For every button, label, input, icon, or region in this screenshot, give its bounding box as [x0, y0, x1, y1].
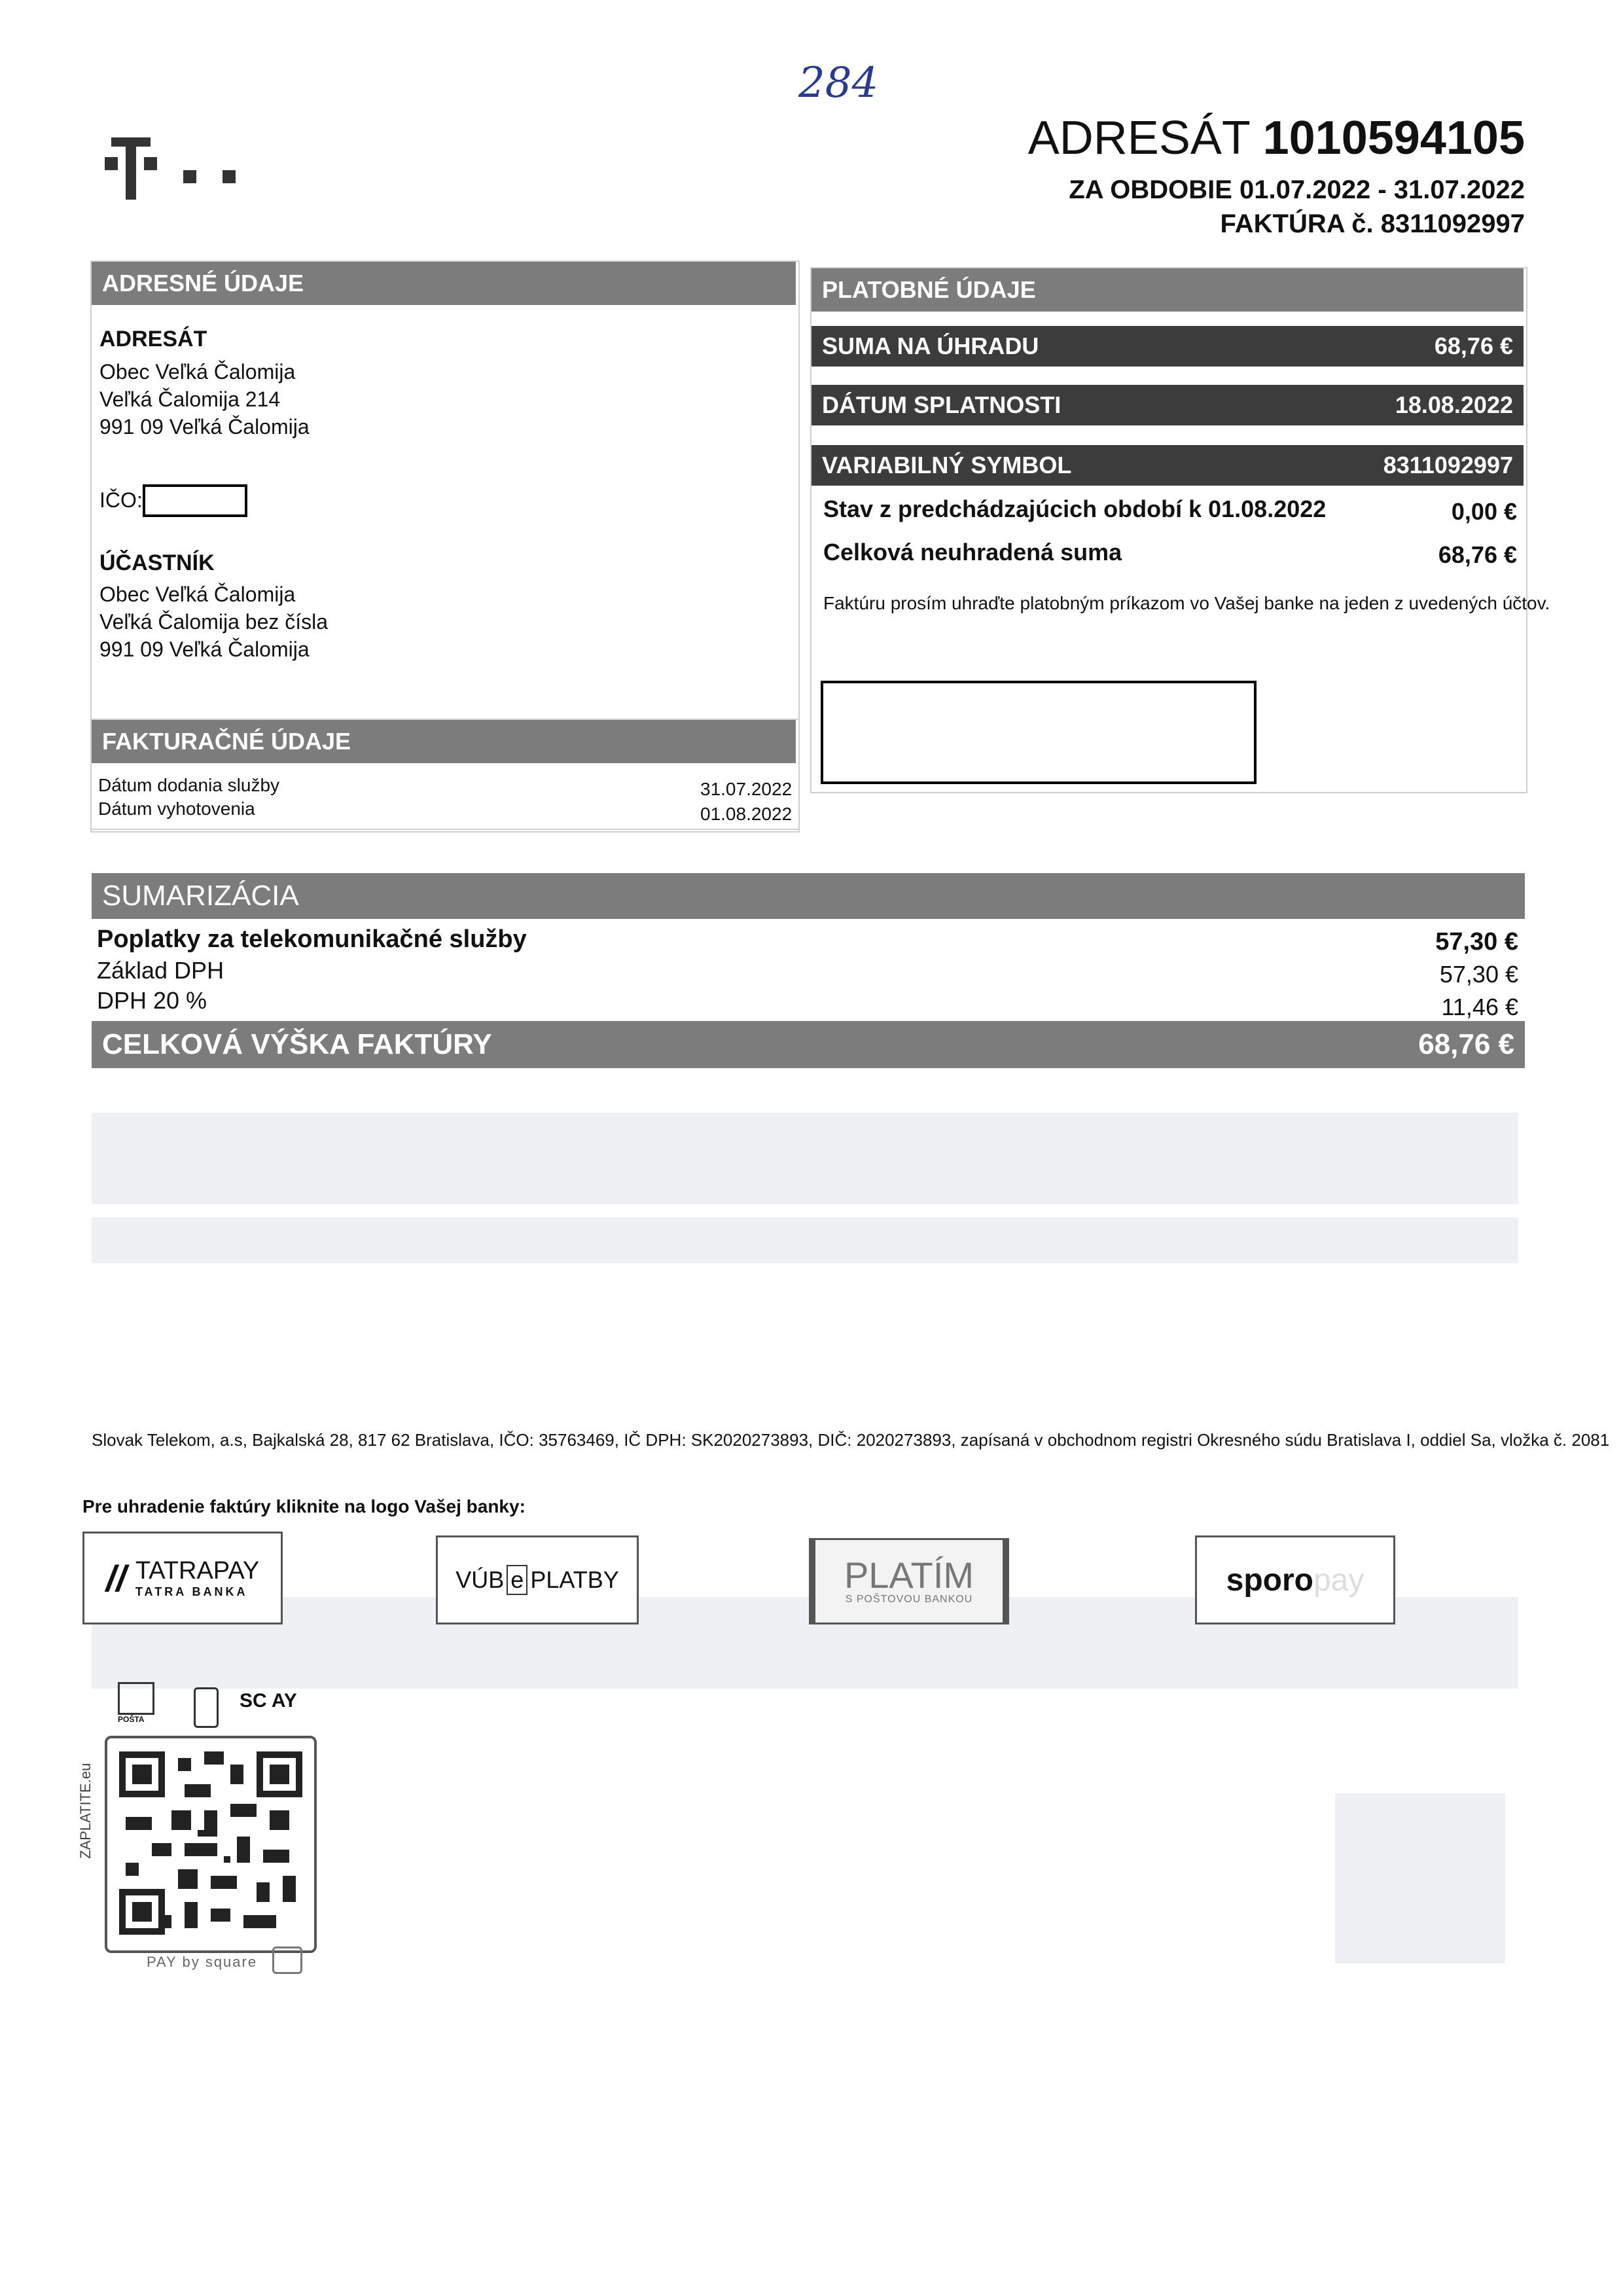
sporopay-button[interactable]: [1195, 1535, 1395, 1624]
posta-label: POŠTA: [118, 1715, 145, 1724]
adresat-line-3: 991 09 Veľká Čalomija: [99, 415, 310, 439]
zaplatite-vertical-label: [77, 1741, 97, 1859]
variable-symbol-label: VARIABILNÝ SYMBOL: [822, 452, 1072, 478]
invoice-total-row: [92, 1021, 1525, 1068]
billing-row-1-value: 31.07.2022: [700, 779, 793, 799]
adresat-header: [1028, 111, 1525, 165]
account-redacted: [821, 681, 1257, 784]
billing-period: ZA OBDOBIE 01.07.2022 - 31.07.2022: [1069, 175, 1525, 204]
ucastnik-line-1: Obec Veľká Čalomija: [99, 583, 296, 606]
variable-symbol-value: 8311092997: [1383, 452, 1513, 478]
vat-base-label: Základ DPH: [97, 957, 224, 984]
tatrapay-button[interactable]: [82, 1532, 283, 1624]
adresat-line-2: Veľká Čalomija 214: [99, 387, 281, 411]
vat-label: DPH 20 %: [97, 987, 207, 1014]
fees-label: Poplatky za telekomunikačné služby: [97, 925, 527, 953]
platim-sub-label: S POŠTOVOU BANKOU: [845, 1594, 973, 1605]
ucastnik-line-3: 991 09 Veľká Čalomija: [99, 637, 310, 661]
platim-button[interactable]: [809, 1538, 1009, 1624]
bleed-through-band: [92, 1113, 1518, 1204]
summary-title: SUMARIZÁCIA: [92, 873, 1525, 919]
zaplatite-text: ZAPLATITE.eu: [77, 1763, 94, 1859]
payment-section-title: PLATOBNÉ ÚDAJE: [812, 268, 1524, 312]
adresat-line-1: Obec Veľká Čalomija: [99, 360, 296, 384]
company-info: Slovak Telekom, a.s, Bajkalská 28, 817 62 Bratislava, IČO: 35763469, IČ DPH: SK2020273893, DIČ: 2020273893, zapísaná v obchodnom registri Okresného súdu Bratislava I, oddiel Sa, vložka č. 2081: [92, 1430, 1610, 1450]
variable-symbol-row: [812, 445, 1524, 486]
ucastnik-line-2: Veľká Čalomija bez čísla: [99, 610, 329, 634]
amount-due-value: 68,76 €: [1434, 332, 1513, 359]
scan-pay-icon: SC AY: [240, 1690, 297, 1712]
mobile-phone-icon: [194, 1687, 219, 1728]
amount-due-label: SUMA NA ÚHRADU: [822, 332, 1039, 359]
tatra-slash-icon: //: [105, 1557, 126, 1599]
ico-label: IČO:: [99, 488, 143, 512]
tatra-banka-label: TATRA BANKA: [135, 1585, 248, 1598]
fees-value: 57,30 €: [1435, 928, 1518, 956]
billing-row-2-label: Dátum vyhotovenia: [98, 798, 255, 819]
invoice-total-value: 68,76 €: [1418, 1028, 1514, 1060]
total-unpaid-label: Celková neuhradená suma: [823, 539, 1122, 565]
total-unpaid-value: 68,76 €: [1438, 541, 1517, 568]
platim-label: PLATÍM: [844, 1554, 974, 1596]
vub-eplatby-button[interactable]: [436, 1535, 639, 1624]
ico-redacted: [143, 484, 247, 517]
ucastnik-heading: ÚČASTNÍK: [99, 550, 215, 575]
sporo-label: sporo: [1226, 1562, 1313, 1598]
due-date-row: [812, 385, 1524, 425]
adresat-label: ADRESÁT: [1027, 112, 1250, 164]
previous-balance-label: Stav z predchádzajúcich období k 01.08.2022: [823, 495, 1327, 522]
previous-balance-value: 0,00 €: [1451, 498, 1517, 525]
due-date-label: DÁTUM SPLATNOSTI: [822, 391, 1061, 418]
amount-due-row: [812, 326, 1524, 367]
billing-section-title: FAKTURAČNÉ ÚDAJE: [92, 720, 796, 763]
vub-label: VÚB: [455, 1566, 505, 1593]
vat-base-value: 57,30 €: [1439, 961, 1518, 988]
pay-by-square-label: PAY by square: [147, 1954, 258, 1970]
payment-note: Faktúru prosím uhraďte platobným príkazom vo Vašej banke na jeden z uvedených účtov.: [823, 593, 1550, 613]
qr-code-icon: [113, 1745, 309, 1941]
billing-row-1-label: Dátum dodania služby: [98, 775, 280, 795]
qr-frame[interactable]: [105, 1736, 317, 1953]
vub-platby-label: PLATBY: [530, 1566, 619, 1593]
telekom-logo: [105, 131, 262, 203]
adresat-heading: ADRESÁT: [99, 327, 207, 351]
handwritten-note: 284: [798, 59, 879, 107]
address-section-title: ADRESNÉ ÚDAJE: [92, 262, 796, 305]
vub-e-label: e: [507, 1565, 527, 1595]
invoice-total-label: CELKOVÁ VÝŠKA FAKTÚRY: [102, 1028, 492, 1060]
bank-prompt: Pre uhradenie faktúry kliknite na logo Vašej banky:: [82, 1496, 526, 1516]
invoice-number: FAKTÚRA č. 8311092997: [1220, 209, 1525, 238]
sporo-pay-label: pay: [1313, 1562, 1364, 1598]
adresat-number: 1010594105: [1262, 112, 1525, 164]
bleed-through-box: [1335, 1793, 1505, 1964]
card-icon: [272, 1946, 302, 1974]
vat-value: 11,46 €: [1441, 994, 1518, 1020]
billing-row-2-value: 01.08.2022: [700, 804, 793, 824]
posta-icon: [118, 1682, 157, 1728]
tatrapay-label: TATRAPAY: [135, 1557, 260, 1585]
bleed-through-band: [92, 1217, 1518, 1263]
due-date-value: 18.08.2022: [1395, 391, 1513, 418]
